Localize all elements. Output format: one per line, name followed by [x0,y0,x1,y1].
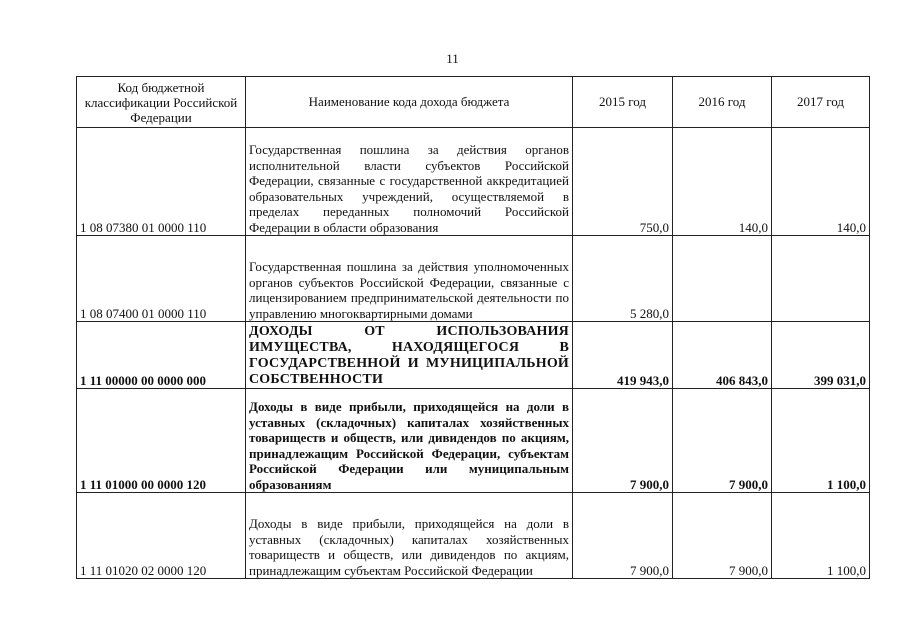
row-name: Государственная пошлина за действия органов исполнительной власти субъектов Российской Федерации, связанные с государственной аккредитацией образовательных учреждений, осуществляемой в пределах переданных полномочий Российской Федерации в области образования [246,128,573,236]
row-code: 1 08 07400 01 0000 110 [77,236,246,322]
row-value-2016 [673,236,772,322]
row-value-2015: 7 900,0 [573,493,673,579]
row-value-2017 [772,236,870,322]
page-number: 11 [446,51,459,66]
row-name: Доходы в виде прибыли, приходящейся на доли в уставных (складочных) капиталах хозяйственных товариществ и обществ, или дивидендов по акциям, принадлежащим субъектам Российской Федерации [246,493,573,579]
row-name: Государственная пошлина за действия уполномоченных органов субъектов Российской Федерации, связанные с лицензированием предпринимательской деятельности по управлению многоквартирными домами [246,236,573,322]
row-value-2016: 140,0 [673,128,772,236]
row-value-2017: 1 100,0 [772,493,870,579]
row-name: ДОХОДЫ ОТ ИСПОЛЬЗОВАНИЯ ИМУЩЕСТВА, НАХОДЯЩЕГОСЯ В ГОСУДАРСТВЕННОЙ И МУНИЦИПАЛЬНОЙ СОБСТВЕННОСТИ [246,322,573,389]
row-value-2017: 1 100,0 [772,389,870,493]
row-value-2015: 750,0 [573,128,673,236]
table-row [77,389,870,493]
row-value-2016: 7 900,0 [673,493,772,579]
table-row [77,493,870,579]
header-name: Наименование кода дохода бюджета [246,77,573,128]
row-value-2016: 406 843,0 [673,322,772,389]
header-2017: 2017 год [772,77,870,128]
row-code: 1 11 00000 00 0000 000 [77,322,246,389]
row-code: 1 11 01020 02 0000 120 [77,493,246,579]
table-row [77,128,870,236]
row-code: 1 08 07380 01 0000 110 [77,128,246,236]
header-code: Код бюджетной классификации Российской Федерации [77,77,246,128]
row-value-2017: 399 031,0 [772,322,870,389]
row-name: Доходы в виде прибыли, приходящейся на доли в уставных (складочных) капиталах хозяйственных товариществ и обществ, или дивидендов по акциям, принадлежащим Российской Федерации, субъектам Российской Федерации или муниципальным образованиям [246,389,573,493]
table-row [77,236,870,322]
row-value-2015: 419 943,0 [573,322,673,389]
row-value-2015: 7 900,0 [573,389,673,493]
header-2015: 2015 год [573,77,673,128]
table-header-row [77,77,870,128]
row-code: 1 11 01000 00 0000 120 [77,389,246,493]
header-2016: 2016 год [673,77,772,128]
row-value-2016: 7 900,0 [673,389,772,493]
table-row [77,322,870,389]
row-value-2015: 5 280,0 [573,236,673,322]
row-value-2017: 140,0 [772,128,870,236]
budget-revenue-table [76,76,870,579]
